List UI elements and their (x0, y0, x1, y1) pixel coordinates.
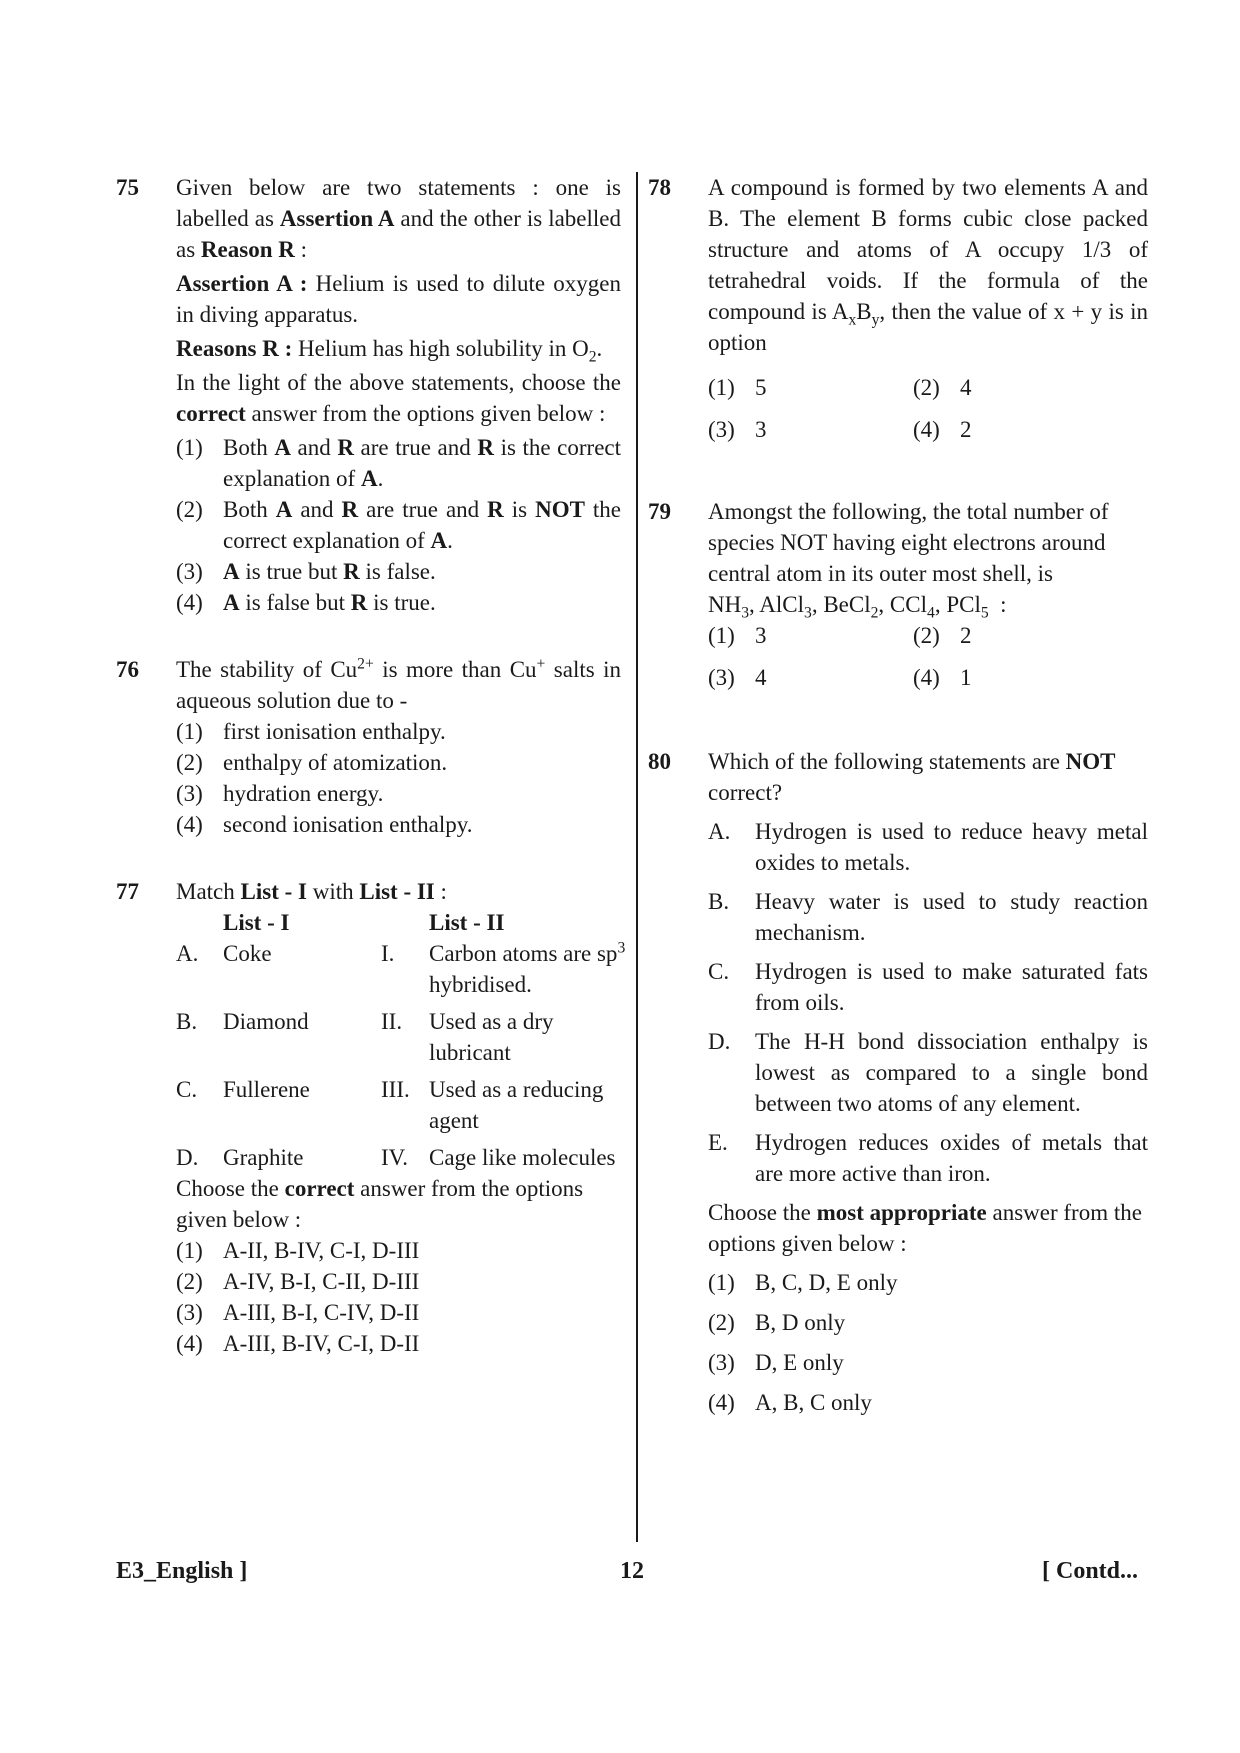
option-2[interactable]: (2) A-IV, B-I, C-II, D-III (176, 1269, 420, 1294)
reason-statement: Reasons R : Helium has high solubility in $O_2$. (176, 336, 603, 366)
statement-c: C. Hydrogen is used to make saturated fats from oils. (708, 959, 1148, 1015)
list-1-item: Graphite (223, 1145, 304, 1170)
statement-b: B. Heavy water is used to study reaction mechanism. (708, 889, 1148, 945)
option-3[interactable]: (3) A is true but R is false. (176, 559, 436, 584)
option-3[interactable]: (3) 3 (708, 417, 767, 442)
option-4[interactable]: (4) 1 (913, 665, 972, 690)
species-formula: $NH_3$, AlCl$_3$, BeCl$_2$, CCl$_4$, PCl$_5$ : (708, 592, 1007, 622)
option-2[interactable]: (2) enthalpy of atomization. (176, 750, 448, 775)
option-2[interactable]: (2) 4 (913, 375, 972, 400)
list-2-item: Used as a dry lubricant (429, 1009, 554, 1065)
question-number: 78 (648, 175, 671, 200)
question-number: 79 (648, 499, 671, 524)
option-4[interactable]: (4) second ionisation enthalpy. (176, 812, 473, 837)
option-4[interactable]: (4) A is false but R is true. (176, 590, 436, 615)
list-2-header: List - II (429, 910, 505, 935)
question-intro: Match List - I with List - II : (176, 879, 447, 904)
statement-a: A. Hydrogen is used to reduce heavy metal oxides to metals. (708, 819, 1148, 875)
question-intro: Given below are two statements : one is labelled as Assertion A and the other is labelled as Reason R : (176, 175, 621, 262)
question-number: 77 (116, 879, 139, 904)
option-1[interactable]: (1) B, C, D, E only (708, 1270, 898, 1295)
list-1-item: Fullerene (223, 1077, 310, 1102)
list-1-header: List - I (223, 910, 290, 935)
row-numeral: IV. (381, 1145, 409, 1170)
column-divider (636, 172, 638, 1542)
row-label: D. (176, 1145, 199, 1170)
footer-right: [ Contd... (1042, 1558, 1139, 1584)
choose-instruction: Choose the most appropriate answer from the options given below : (708, 1200, 1142, 1256)
options-grid (708, 372, 1148, 456)
question-79 (648, 496, 1148, 704)
statement-e: E. Hydrogen reduces oxides of metals that are more active than iron. (708, 1130, 1148, 1186)
option-3[interactable]: (3) D, E only (708, 1350, 844, 1375)
option-2[interactable]: (2) B, D only (708, 1310, 846, 1335)
choose-instruction: In the light of the above statements, choose the correct answer from the options given below : (176, 370, 621, 426)
question-number: 75 (116, 175, 139, 200)
left-column (116, 172, 626, 1359)
option-4[interactable]: (4) A, B, C only (708, 1390, 872, 1415)
right-column (648, 172, 1148, 1418)
match-table (176, 907, 626, 1173)
question-77 (116, 876, 626, 1359)
question-text: A compound is formed by two elements A and B. The element B forms cubic close packed structure and atoms of A occupy 1/3 of tetrahedral voids. If the formula of the compound is $A_xB_y$, then the value of x + y is in option (708, 175, 1149, 355)
question-number: 76 (116, 657, 139, 682)
row-numeral: III. (381, 1077, 410, 1102)
option-3[interactable]: (3) 4 (708, 665, 767, 690)
row-numeral: II. (381, 1009, 403, 1034)
question-78 (648, 172, 1148, 456)
option-1[interactable]: (1) Both A and R are true and R is the correct explanation of A. (176, 435, 622, 491)
list-2-item: Cage like molecules (429, 1145, 616, 1170)
question-text: The stability of $Cu^{2+}$ is more than Cu+ salts in aqueous solution due to - (176, 655, 621, 713)
row-label: C. (176, 1077, 198, 1102)
footer-left: E3_English ] (116, 1558, 248, 1584)
options-grid (708, 620, 1148, 704)
list-2-item: Used as a reducing agent (429, 1077, 604, 1133)
option-3[interactable]: (3) hydration energy. (176, 781, 384, 806)
page-number: 12 (620, 1558, 644, 1584)
row-label: A. (176, 941, 199, 966)
option-4[interactable]: (4) A-III, B-IV, C-I, D-II (176, 1331, 420, 1356)
question-text: Which of the following statements are NOT correct? (708, 749, 1116, 805)
option-3[interactable]: (3) A-III, B-I, C-IV, D-II (176, 1300, 420, 1325)
question-text: Amongst the following, the total number of species NOT having eight electrons around central atom in its outer most shell, is (708, 499, 1109, 586)
list-1-item: Diamond (223, 1009, 309, 1034)
assertion-statement: Assertion A : Helium is used to dilute oxygen in diving apparatus. (176, 271, 622, 327)
option-1[interactable]: (1) 5 (708, 375, 767, 400)
row-numeral: I. (381, 941, 395, 966)
choose-instruction: Choose the correct answer from the options given below : (176, 1176, 584, 1232)
list-1-item: Coke (223, 941, 272, 966)
option-2[interactable]: (2) 2 (913, 623, 972, 648)
option-2[interactable]: (2) Both A and R are true and R is NOT the correct explanation of A. (176, 497, 622, 553)
option-1[interactable]: (1) A-II, B-IV, C-I, D-III (176, 1238, 420, 1263)
list-2-item: Carbon atoms are $sp^3$ hybridised. (429, 939, 626, 997)
row-label: B. (176, 1009, 198, 1034)
statement-d: D. The H-H bond dissociation enthalpy is lowest as compared to a single bond between two atoms of any element. (708, 1029, 1148, 1116)
option-1[interactable]: (1) 3 (708, 623, 767, 648)
question-76 (116, 654, 621, 840)
option-1[interactable]: (1) first ionisation enthalpy. (176, 719, 446, 744)
question-80 (648, 746, 1148, 1418)
option-4[interactable]: (4) 2 (913, 417, 972, 442)
question-number: 80 (648, 749, 671, 774)
question-75 (116, 172, 621, 618)
